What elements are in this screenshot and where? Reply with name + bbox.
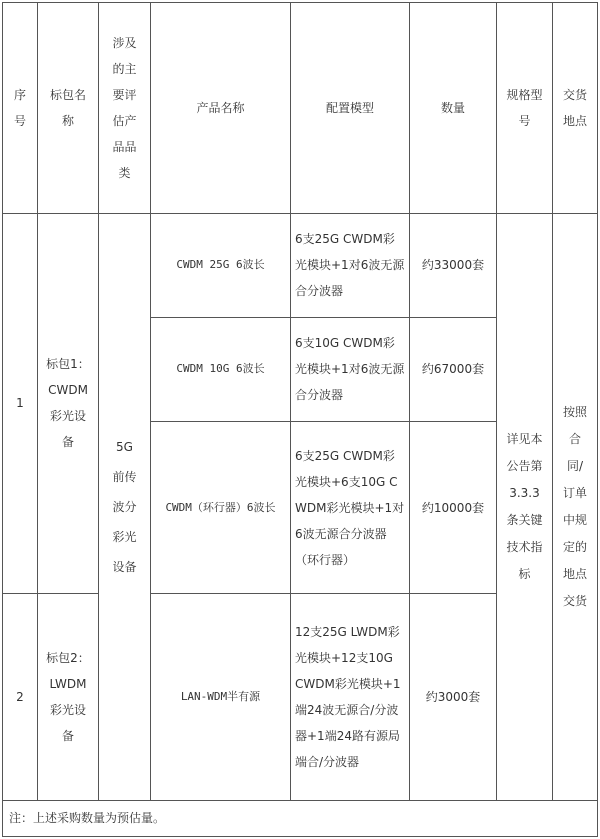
- config-cell: 6支25G CWDM彩光模块+1对6波无源合分波器: [291, 213, 410, 317]
- lot2-seq: 2: [3, 594, 38, 800]
- delivery-cell: 按照合同/订单中规定的地点交货: [553, 213, 598, 800]
- config-cell: 12支25G LWDM彩光模块+12支10G CWDM彩光模块+1端24波无源合/分波器+1端24路有源局端合/分波器: [291, 594, 410, 800]
- spec-cell: 详见本公告第3.3.3条关键技术指标: [497, 213, 553, 800]
- header-row: [3, 3, 598, 214]
- lot2-name: 标包2：LWDM彩光设备: [38, 594, 99, 800]
- header-seq: 序号: [3, 3, 38, 214]
- header-quantity: 数量: [410, 3, 497, 214]
- product-cell: CWDM 10G 6波长: [151, 317, 291, 421]
- product-cell: CWDM（环行器）6波长: [151, 422, 291, 594]
- category-cell: 5G前传波分彩光设备: [99, 213, 151, 800]
- header-lot-name: 标包名称: [38, 3, 99, 214]
- product-cell: LAN-WDM半有源: [151, 594, 291, 800]
- product-cell: CWDM 25G 6波长: [151, 213, 291, 317]
- header-product-name: 产品名称: [151, 3, 291, 214]
- footnote: 注：上述采购数量为预估量。: [3, 800, 598, 836]
- lot1-seq: 1: [3, 213, 38, 594]
- quantity-cell: 约10000套: [410, 422, 497, 594]
- header-spec: 规格型号: [497, 3, 553, 214]
- procurement-table: [2, 2, 598, 837]
- quantity-cell: 约3000套: [410, 594, 497, 800]
- note-row: [3, 800, 598, 836]
- config-cell: 6支25G CWDM彩光模块+6支10G CWDM彩光模块+1对6波无源合分波器（环行器）: [291, 422, 410, 594]
- quantity-cell: 约33000套: [410, 213, 497, 317]
- lot1-name: 标包1：CWDM彩光设备: [38, 213, 99, 594]
- header-config: 配置模型: [291, 3, 410, 214]
- header-delivery: 交货地点: [553, 3, 598, 214]
- config-cell: 6支10G CWDM彩光模块+1对6波无源合分波器: [291, 317, 410, 421]
- quantity-cell: 约67000套: [410, 317, 497, 421]
- table-row: [3, 213, 598, 317]
- header-category: 涉及的主要评估产品品类: [99, 3, 151, 214]
